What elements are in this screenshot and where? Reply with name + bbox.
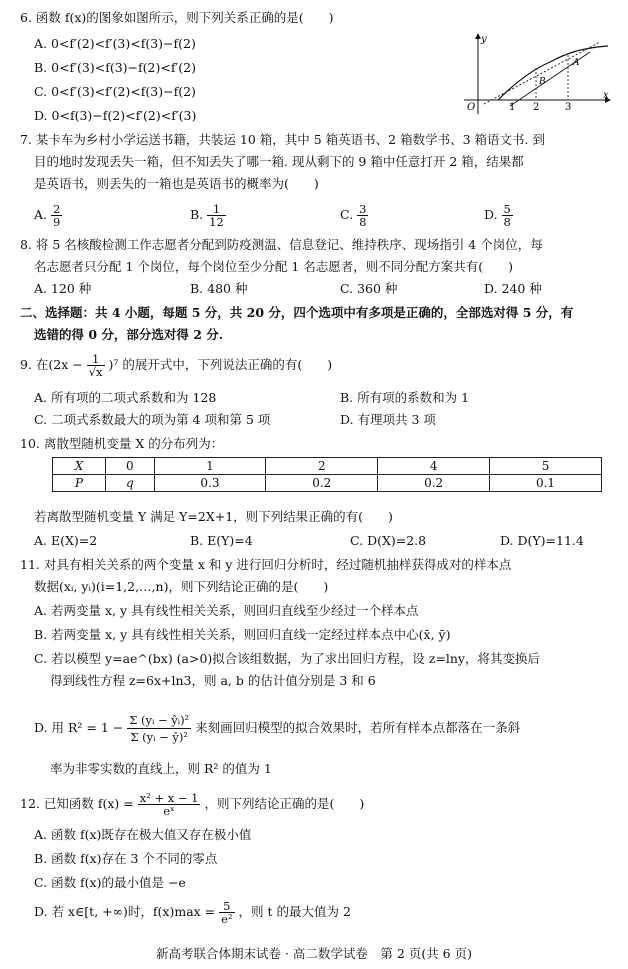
q11-option-a: A. 若两变量 x, y 具有线性相关关系，则回归直线至少经过一个样本点 bbox=[34, 603, 419, 618]
q8-line1: 8. 将 5 名核酸检测工作志愿者分配到防疫测温、信息登记、维持秩序、现场指引 4 个岗位，每 bbox=[20, 237, 543, 252]
graph-tick-1: 1 bbox=[509, 102, 516, 113]
q6-option-b: B. 0<f′(3)<f(3)−f(2)<f′(2) bbox=[34, 60, 196, 75]
q11-option-d-line1: D. 用 R² = 1 − $\frac{\text{Σ (yᵢ − ŷᵢ)²}}{\text{Σ (yᵢ − ȳ)²}}$ 来刻画回归模型的拟合效果时，若所有样本点都落在一条斜 bbox=[34, 713, 521, 744]
q11-option-d-line2: 率为非零实数的直线上，则 R² 的值为 1 bbox=[50, 761, 272, 776]
q11-line2: 数据(xᵢ, yᵢ)(i=1,2,…,n)，则下列结论正确的是( ) bbox=[34, 579, 329, 594]
q7-option-b: B. $\frac{1}{12}$ bbox=[190, 202, 224, 229]
table-cell: 0 bbox=[106, 458, 154, 475]
table-cell: 0.2 bbox=[378, 475, 490, 492]
fraction: $\frac{\text{x² + x − 1}}{\text{eˣ}}$ bbox=[139, 791, 199, 818]
q6-option-c: C. 0<f′(3)<f′(2)<f(3)−f(2) bbox=[34, 84, 196, 99]
q8-option-a: A. 120 种 bbox=[34, 281, 92, 296]
graph-tangent-dotted bbox=[484, 42, 600, 104]
q8-option-d: D. 240 种 bbox=[484, 281, 542, 296]
q7-option-a: A. $\frac{2}{9}$ bbox=[34, 202, 61, 229]
q7-option-d: D. $\frac{5}{8}$ bbox=[484, 202, 511, 229]
table-cell: 0.2 bbox=[266, 475, 378, 492]
q11-option-b: B. 若两变量 x, y 具有线性相关关系，则回归直线一定经过样本点中心(x̄, ȳ) bbox=[34, 627, 451, 642]
graph-label-origin: O bbox=[467, 102, 476, 113]
distribution-table bbox=[52, 457, 602, 492]
q8-option-c: C. 360 种 bbox=[340, 281, 398, 296]
graph-tick-3: 3 bbox=[565, 102, 572, 113]
table-cell: 0.1 bbox=[490, 475, 602, 492]
fraction: $\frac{1}{√x}$ bbox=[88, 352, 103, 379]
fraction: $\frac{5}{\text{e²}}$ bbox=[221, 899, 233, 926]
q12-option-b: B. 函数 f(x)存在 3 个不同的零点 bbox=[34, 851, 218, 866]
fraction: $\frac{3}{8}$ bbox=[359, 202, 367, 229]
q10-option-b: B. E(Y)=4 bbox=[190, 533, 253, 548]
q10-option-a: A. E(X)=2 bbox=[34, 533, 98, 548]
q8-option-b: B. 480 种 bbox=[190, 281, 248, 296]
q7-line2: 目的地时发现丢失一箱，但不知丢失了哪一箱. 现从剩下的 9 箱中任意打开 2 箱，结果都 bbox=[34, 154, 524, 169]
q12-stem: 12. 已知函数 f(x) = $\frac{\text{x² + x − 1}}{\text{eˣ}}$ ，则下列结论正确的是( ) bbox=[20, 791, 365, 818]
q12-option-a: A. 函数 f(x)既存在极大值又存在极小值 bbox=[34, 827, 252, 842]
table-cell: 4 bbox=[378, 458, 490, 475]
table-cell: X bbox=[53, 458, 106, 475]
q6-function-graph bbox=[450, 28, 615, 118]
q12-option-d: D. 若 x∈[t, +∞)时，f(x)max = $\frac{5}{\text{e²}}$ ，则 t 的最大值为 2 bbox=[34, 899, 351, 926]
q7-option-c: C. $\frac{3}{8}$ bbox=[340, 202, 367, 229]
fraction: $\frac{5}{8}$ bbox=[503, 202, 511, 229]
q10-option-c: C. D(X)=2.8 bbox=[350, 533, 427, 548]
q11-option-c-line2: 得到线性方程 z=6x+ln3，则 a, b 的估计值分别是 3 和 6 bbox=[50, 673, 376, 688]
q10-sub-stem: 若离散型随机变量 Y 满足 Y=2X+1，则下列结果正确的有( ) bbox=[34, 509, 393, 524]
table-cell: q bbox=[106, 475, 154, 492]
graph-point-a: A bbox=[573, 58, 580, 68]
section-2-heading-cont: 选错的得 0 分，部分选对得 2 分. bbox=[34, 327, 224, 342]
graph-curve bbox=[498, 46, 608, 100]
q6-stem: 6. 函数 f(x)的图象如图所示，则下列关系正确的是( ) bbox=[20, 10, 334, 25]
fraction: $\frac{2}{9}$ bbox=[53, 202, 61, 229]
page-footer: 新高考联合体期末试卷 · 高二数学试卷 第 2 页(共 6 页) bbox=[156, 946, 472, 961]
table-cell: 2 bbox=[266, 458, 378, 475]
q6-option-d: D. 0<f(3)−f(2)<f′(2)<f′(3) bbox=[34, 108, 197, 123]
graph-label-y: y bbox=[481, 34, 487, 45]
q8-line2: 名志愿者只分配 1 个岗位，每个岗位至少分配 1 名志愿者，则不同分配方案共有( ) bbox=[34, 259, 514, 274]
table-row bbox=[53, 458, 602, 475]
q10-stem: 10. 离散型随机变量 X 的分布列为： bbox=[20, 436, 224, 451]
q9-option-b: B. 所有项的系数和为 1 bbox=[340, 390, 470, 405]
q9-option-d: D. 有理项共 3 项 bbox=[340, 412, 436, 427]
fraction: $\frac{\text{Σ (yᵢ − ŷᵢ)²}}{\text{Σ (yᵢ − ȳ)²}}$ bbox=[129, 713, 190, 744]
graph-tick-2: 2 bbox=[533, 102, 540, 113]
table-row bbox=[53, 475, 602, 492]
fraction: $\frac{1}{12}$ bbox=[209, 202, 224, 229]
q6-option-a: A. 0<f′(2)<f′(3)<f(3)−f(2) bbox=[34, 36, 196, 51]
q11-option-c-line1: C. 若以模型 y=ae^(bx) (a>0)拟合该组数据，为了求出回归方程，设 z=lny，将其变换后 bbox=[34, 651, 540, 666]
section-2-heading: 二、选择题：共 4 小题，每题 5 分，共 20 分，四个选项中有多项是正确的，全部选对得 5 分，有 bbox=[20, 305, 574, 320]
q9-option-c: C. 二项式系数最大的项为第 4 项和第 5 项 bbox=[34, 412, 271, 427]
q11-line1: 11. 对具有相关关系的两个变量 x 和 y 进行回归分析时，经过随机抽样获得成对的样本点 bbox=[20, 557, 512, 572]
q7-line1: 7. 某卡车为乡村小学运送书籍，共装运 10 箱，其中 5 箱英语书、2 箱数学书、3 箱语文书. 到 bbox=[20, 132, 545, 147]
table-cell: 0.3 bbox=[154, 475, 266, 492]
table-cell: 1 bbox=[154, 458, 266, 475]
graph-label-x: x bbox=[603, 90, 609, 101]
q12-option-c: C. 函数 f(x)的最小值是 −e bbox=[34, 875, 186, 890]
q9-stem: 9. 在(2x − $\frac{1}{√x}$ )⁷ 的展开式中，下列说法正确的有( ) bbox=[20, 352, 333, 379]
graph-point-b: B bbox=[539, 77, 546, 87]
q9-option-a: A. 所有项的二项式系数和为 128 bbox=[34, 390, 217, 405]
table-cell: P bbox=[53, 475, 106, 492]
q10-option-d: D. D(Y)=11.4 bbox=[500, 533, 584, 548]
q7-line3: 是英语书，则丢失的一箱也是英语书的概率为( ) bbox=[34, 176, 319, 191]
table-cell: 5 bbox=[490, 458, 602, 475]
